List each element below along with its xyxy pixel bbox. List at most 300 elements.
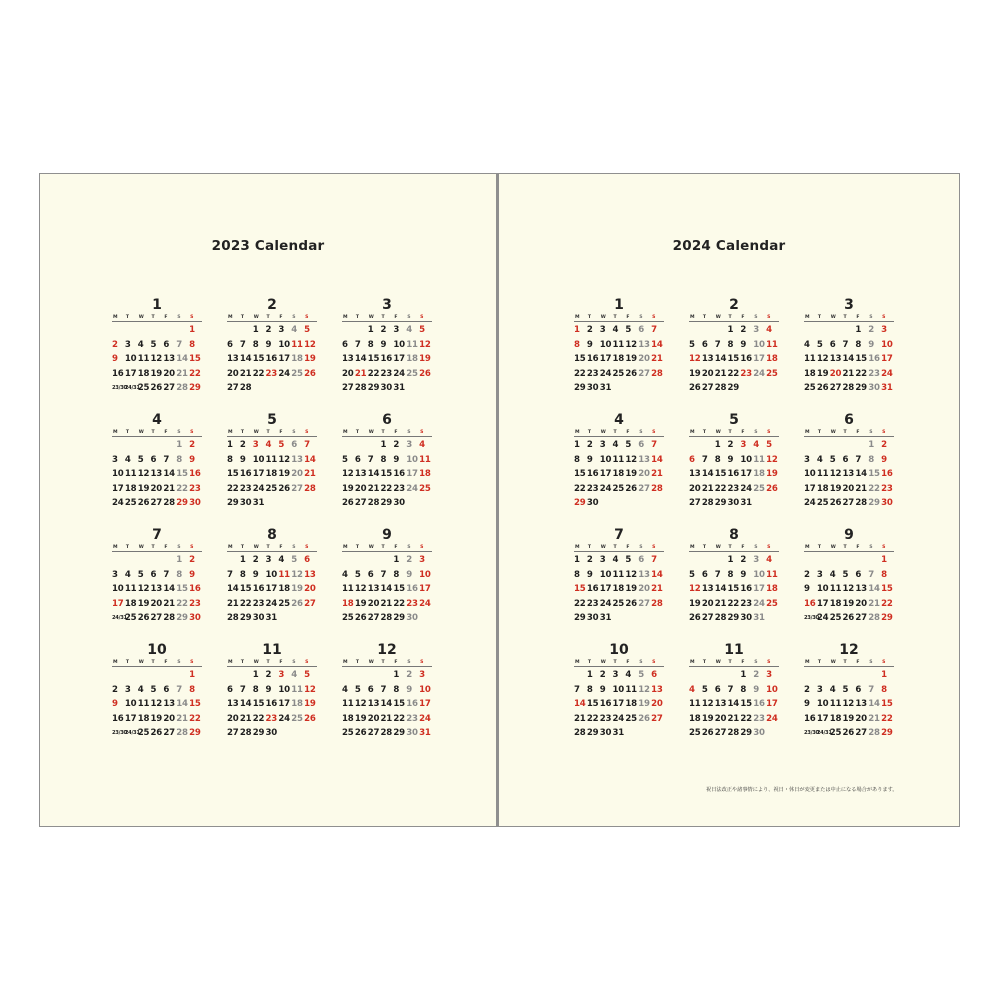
- empty-cell: [304, 726, 317, 741]
- day-cell: 4: [124, 569, 131, 580]
- day-grid: [574, 438, 664, 511]
- day-cell: 18: [342, 598, 354, 609]
- day-cell: 5: [701, 684, 708, 695]
- weekday-label: M: [690, 315, 695, 320]
- day-cell: 30: [252, 613, 265, 623]
- day-cell: 13: [367, 584, 380, 594]
- weekday-label: F: [741, 430, 745, 435]
- day-cell: 15: [855, 354, 867, 364]
- weekday-label: M: [113, 545, 118, 550]
- day-cell: 17: [753, 584, 765, 594]
- empty-cell: [804, 553, 817, 568]
- day-cell: 18: [137, 368, 150, 379]
- month-8: [689, 526, 779, 626]
- day-cell: 2: [380, 325, 387, 335]
- weekday-label: F: [279, 430, 283, 435]
- day-grid: [342, 438, 432, 511]
- day-cell: 20: [855, 713, 867, 724]
- day-cell: 27: [701, 383, 714, 393]
- empty-cell: [138, 553, 151, 568]
- day-cell: 23/30: [804, 730, 819, 736]
- day-cell: 27: [150, 613, 163, 623]
- weekday-label: T: [843, 660, 847, 665]
- day-cell: 2: [586, 555, 593, 565]
- day-cell: 27: [342, 383, 354, 393]
- day-cell: 29: [727, 613, 740, 623]
- empty-cell: [613, 381, 626, 396]
- day-cell: 7: [842, 339, 849, 350]
- day-cell: 3: [881, 325, 887, 335]
- empty-cell: [855, 668, 868, 683]
- day-cell: 23: [740, 368, 752, 379]
- empty-cell: [843, 668, 856, 683]
- day-cell: 10: [881, 339, 893, 350]
- day-cell: 6: [342, 339, 348, 350]
- empty-cell: [406, 496, 419, 511]
- day-cell: 9: [599, 684, 606, 695]
- weekday-label: T: [728, 430, 732, 435]
- day-cell: 19: [150, 368, 163, 379]
- weekday-label: T: [151, 660, 155, 665]
- weekday-label: T: [817, 315, 821, 320]
- day-cell: 1: [189, 670, 195, 680]
- day-cell: 7: [651, 555, 657, 565]
- day-cell: 6: [227, 339, 233, 350]
- day-cell: 26: [150, 728, 163, 738]
- month-number: 1: [152, 297, 162, 313]
- day-cell: 29: [393, 613, 405, 623]
- empty-cell: [689, 553, 702, 568]
- day-cell: 14: [714, 584, 727, 594]
- day-cell: 11: [291, 339, 303, 350]
- empty-cell: [278, 611, 291, 626]
- day-cell: 26: [419, 368, 431, 379]
- month-5: [227, 411, 317, 511]
- weekday-label: T: [613, 430, 617, 435]
- day-cell: 26: [766, 483, 778, 494]
- day-cell: 12: [689, 584, 701, 594]
- day-cell: 19: [766, 469, 778, 479]
- empty-cell: [689, 438, 702, 453]
- weekday-label: S: [767, 660, 771, 665]
- day-cell: 7: [574, 684, 580, 695]
- day-cell: 20: [689, 483, 701, 494]
- day-cell: 24: [112, 498, 124, 508]
- empty-cell: [278, 726, 291, 741]
- empty-cell: [625, 611, 638, 626]
- empty-cell: [304, 496, 317, 511]
- day-cell: 11: [137, 354, 150, 364]
- day-cell: 1: [227, 440, 233, 450]
- day-cell: 25: [612, 368, 625, 379]
- day-cell: 4: [829, 684, 836, 695]
- empty-cell: [702, 553, 715, 568]
- day-cell: 23: [727, 483, 740, 494]
- day-cell: 8: [881, 569, 887, 580]
- day-cell: 29: [393, 728, 405, 738]
- day-cell: 20: [855, 598, 867, 609]
- day-cell: 22: [189, 368, 201, 379]
- empty-cell: [342, 553, 355, 568]
- day-cell: 26: [625, 483, 637, 494]
- day-cell: 21: [868, 598, 880, 609]
- weekday-label: M: [805, 430, 810, 435]
- day-cell: 28: [651, 483, 663, 494]
- day-cell: 24: [265, 598, 278, 609]
- day-cell: 15: [727, 584, 740, 594]
- day-cell: 19: [304, 699, 316, 709]
- empty-cell: [689, 668, 702, 683]
- weekday-label: S: [420, 545, 424, 550]
- month-3: [804, 296, 894, 396]
- day-cell: 15: [881, 584, 893, 594]
- empty-cell: [843, 553, 856, 568]
- day-cell: 23/30: [804, 615, 819, 621]
- day-cell: 12: [419, 339, 431, 350]
- day-cell: 2: [804, 684, 810, 695]
- weekday-label: S: [407, 315, 411, 320]
- day-cell: 4: [278, 555, 285, 565]
- day-cell: 12: [842, 699, 855, 709]
- day-grid: [689, 323, 779, 396]
- day-cell: 21: [176, 713, 188, 724]
- weekday-label: T: [613, 545, 617, 550]
- weekday-label: W: [368, 660, 374, 665]
- empty-cell: [753, 381, 766, 396]
- day-cell: 16: [753, 699, 765, 709]
- day-cell: 1: [252, 325, 259, 335]
- day-cell: 1: [881, 670, 887, 680]
- weekday-label: W: [253, 545, 259, 550]
- empty-cell: [843, 438, 856, 453]
- weekday-label: M: [343, 545, 348, 550]
- day-cell: 3: [265, 555, 272, 565]
- weekday-label: F: [626, 315, 630, 320]
- weekday-label: W: [138, 545, 144, 550]
- day-grid: [227, 323, 317, 396]
- day-cell: 19: [842, 598, 855, 609]
- weekday-label: S: [177, 315, 181, 320]
- weekday-label: M: [575, 660, 580, 665]
- day-cell: 18: [829, 713, 842, 724]
- empty-cell: [419, 611, 432, 626]
- day-cell: 30: [189, 498, 201, 508]
- day-cell: 1: [574, 555, 580, 565]
- day-cell: 5: [354, 569, 361, 580]
- day-cell: 23: [868, 368, 880, 379]
- month-12: [804, 641, 894, 741]
- day-cell: 17: [804, 483, 816, 494]
- day-cell: 12: [354, 699, 367, 709]
- day-cell: 9: [740, 569, 747, 580]
- weekday-label: M: [805, 545, 810, 550]
- empty-cell: [855, 553, 868, 568]
- day-cell: 8: [189, 339, 195, 350]
- day-cell: 12: [342, 469, 354, 479]
- day-cell: 11: [829, 699, 842, 709]
- day-cell: 23: [265, 368, 278, 379]
- day-cell: 13: [150, 469, 163, 479]
- weekday-label: T: [843, 545, 847, 550]
- weekday-label: T: [728, 545, 732, 550]
- day-cell: 19: [137, 483, 150, 494]
- empty-cell: [740, 381, 753, 396]
- empty-cell: [817, 668, 830, 683]
- day-cell: 17: [599, 469, 612, 479]
- day-cell: 16: [112, 368, 124, 379]
- day-grid: [112, 553, 202, 626]
- weekday-label: F: [741, 315, 745, 320]
- day-cell: 1: [714, 440, 721, 450]
- weekday-label: F: [164, 660, 168, 665]
- empty-cell: [651, 496, 664, 511]
- day-cell: 24: [419, 713, 431, 724]
- empty-cell: [625, 726, 638, 741]
- day-cell: 3: [740, 440, 747, 450]
- day-cell: 3: [278, 670, 285, 680]
- day-cell: 11: [804, 354, 816, 364]
- day-cell: 30: [868, 383, 880, 393]
- day-cell: 29: [881, 613, 893, 623]
- day-cell: 7: [239, 339, 246, 350]
- day-cell: 21: [727, 713, 740, 724]
- day-grid: [574, 668, 664, 741]
- day-cell: 1: [189, 325, 195, 335]
- weekday-label: S: [754, 660, 758, 665]
- day-cell: 30: [727, 498, 740, 508]
- empty-cell: [138, 438, 151, 453]
- empty-cell: [638, 496, 651, 511]
- weekday-label: M: [228, 545, 233, 550]
- day-cell: 6: [354, 454, 361, 465]
- day-cell: 25: [766, 368, 778, 379]
- empty-cell: [278, 496, 291, 511]
- day-cell: 26: [291, 598, 303, 609]
- day-cell: 25: [829, 613, 842, 623]
- weekday-label: W: [253, 430, 259, 435]
- day-cell: 9: [586, 339, 593, 350]
- day-cell: 6: [855, 569, 862, 580]
- day-cell: 20: [638, 354, 650, 364]
- day-cell: 12: [816, 354, 829, 364]
- day-cell: 14: [380, 699, 393, 709]
- day-cell: 15: [367, 354, 380, 364]
- weekday-label: T: [702, 545, 706, 550]
- day-grid: [112, 668, 202, 741]
- weekday-label: T: [613, 660, 617, 665]
- day-cell: 30: [753, 728, 765, 738]
- empty-cell: [766, 726, 779, 741]
- weekday-label: M: [690, 660, 695, 665]
- day-cell: 7: [701, 454, 708, 465]
- month-number: 10: [147, 642, 167, 658]
- day-cell: 9: [393, 454, 400, 465]
- day-cell: 7: [354, 339, 361, 350]
- day-cell: 3: [252, 440, 259, 450]
- day-cell: 25: [419, 483, 431, 494]
- day-cell: 19: [291, 584, 303, 594]
- weekday-label: T: [125, 660, 129, 665]
- month-6: [342, 411, 432, 511]
- day-cell: 29: [714, 498, 727, 508]
- day-cell: 10: [816, 584, 829, 594]
- day-cell: 2: [189, 440, 195, 450]
- day-cell: 6: [701, 569, 708, 580]
- day-cell: 11: [137, 699, 150, 709]
- day-grid: [689, 668, 779, 741]
- day-cell: 8: [189, 684, 195, 695]
- day-cell: 12: [150, 699, 163, 709]
- weekday-label: F: [626, 660, 630, 665]
- weekday-label: S: [292, 545, 296, 550]
- day-cell: 25: [625, 713, 637, 724]
- weekday-label: T: [125, 430, 129, 435]
- day-cell: 28: [163, 613, 175, 623]
- day-cell: 22: [574, 483, 586, 494]
- weekday-label: T: [613, 315, 617, 320]
- day-cell: 24: [599, 598, 612, 609]
- day-cell: 4: [137, 339, 144, 350]
- day-cell: 10: [278, 339, 290, 350]
- day-cell: 5: [150, 684, 157, 695]
- day-cell: 26: [354, 613, 367, 623]
- day-cell: 11: [816, 469, 829, 479]
- day-cell: 14: [354, 354, 367, 364]
- month-10: [112, 641, 202, 741]
- day-cell: 1: [574, 440, 580, 450]
- day-cell: 9: [189, 454, 195, 465]
- day-cell: 29: [227, 498, 239, 508]
- day-cell: 13: [227, 354, 239, 364]
- weekday-label: S: [305, 430, 309, 435]
- weekday-label: W: [715, 545, 721, 550]
- day-cell: 17: [612, 699, 625, 709]
- weekday-label: S: [767, 545, 771, 550]
- empty-cell: [291, 381, 304, 396]
- day-cell: 21: [714, 368, 727, 379]
- day-cell: 28: [354, 383, 367, 393]
- month-number: 4: [614, 412, 624, 428]
- day-cell: 16: [239, 469, 252, 479]
- day-cell: 24: [804, 498, 816, 508]
- empty-cell: [266, 496, 279, 511]
- day-cell: 10: [419, 684, 431, 695]
- day-cell: 2: [239, 440, 246, 450]
- empty-cell: [291, 611, 304, 626]
- empty-cell: [855, 438, 868, 453]
- weekday-label: S: [882, 545, 886, 550]
- day-cell: 14: [163, 469, 175, 479]
- day-cell: 3: [753, 555, 759, 565]
- day-cell: 5: [816, 339, 823, 350]
- day-cell: 4: [816, 454, 823, 465]
- day-cell: 28: [727, 728, 740, 738]
- day-cell: 1: [393, 670, 400, 680]
- day-cell: 19: [689, 598, 701, 609]
- day-cell: 17: [740, 469, 752, 479]
- weekday-label: S: [652, 315, 656, 320]
- empty-cell: [702, 438, 715, 453]
- day-cell: 4: [291, 670, 297, 680]
- day-cell: 29: [727, 383, 740, 393]
- weekday-label: T: [381, 660, 385, 665]
- empty-cell: [702, 668, 715, 683]
- day-cell: 11: [766, 339, 778, 350]
- day-cell: 31: [419, 728, 431, 738]
- day-cell: 20: [701, 598, 714, 609]
- weekday-label: M: [805, 660, 810, 665]
- weekday-label: S: [869, 545, 873, 550]
- day-cell: 22: [727, 598, 740, 609]
- day-cell: 21: [651, 469, 663, 479]
- day-cell: 14: [163, 584, 175, 594]
- day-cell: 8: [574, 454, 580, 465]
- day-grid: [574, 323, 664, 396]
- day-cell: 21: [354, 368, 367, 379]
- empty-cell: [138, 668, 151, 683]
- day-cell: 9: [239, 454, 246, 465]
- day-cell: 28: [714, 613, 727, 623]
- weekday-label: S: [639, 545, 643, 550]
- empty-cell: [419, 496, 432, 511]
- weekday-label: T: [240, 430, 244, 435]
- day-cell: 20: [354, 483, 367, 494]
- day-cell: 5: [842, 684, 849, 695]
- day-cell: 27: [842, 498, 855, 508]
- empty-cell: [151, 553, 164, 568]
- day-cell: 23/30: [112, 385, 127, 391]
- day-cell: 13: [354, 469, 367, 479]
- year-title: 2023 Calendar: [211, 238, 325, 254]
- empty-cell: [728, 668, 741, 683]
- day-cell: 6: [638, 440, 644, 450]
- day-cell: 18: [406, 354, 418, 364]
- day-cell: 4: [766, 555, 772, 565]
- day-cell: 1: [586, 670, 593, 680]
- day-cell: 9: [804, 584, 810, 594]
- weekday-header: [689, 429, 779, 437]
- day-cell: 21: [842, 368, 855, 379]
- weekday-header: [574, 429, 664, 437]
- empty-cell: [804, 438, 817, 453]
- weekday-label: T: [266, 545, 270, 550]
- day-cell: 8: [714, 454, 721, 465]
- weekday-label: F: [164, 315, 168, 320]
- day-cell: 18: [766, 584, 778, 594]
- day-cell: 11: [829, 584, 842, 594]
- day-cell: 21: [651, 584, 663, 594]
- day-cell: 3: [278, 325, 285, 335]
- day-cell: 21: [163, 598, 175, 609]
- day-grid: [112, 438, 202, 511]
- month-5: [689, 411, 779, 511]
- day-cell: 25: [612, 483, 625, 494]
- day-grid: [689, 438, 779, 511]
- day-cell: 20: [651, 699, 663, 709]
- weekday-header: [342, 314, 432, 322]
- day-cell: 24/31: [124, 385, 140, 391]
- weekday-label: F: [856, 660, 860, 665]
- day-cell: 6: [701, 339, 708, 350]
- weekday-label: W: [368, 430, 374, 435]
- empty-cell: [138, 323, 151, 338]
- day-cell: 15: [176, 469, 188, 479]
- day-cell: 5: [625, 325, 632, 335]
- day-cell: 10: [753, 569, 765, 580]
- day-cell: 24/31: [112, 615, 127, 621]
- day-cell: 21: [163, 483, 175, 494]
- day-cell: 18: [625, 699, 637, 709]
